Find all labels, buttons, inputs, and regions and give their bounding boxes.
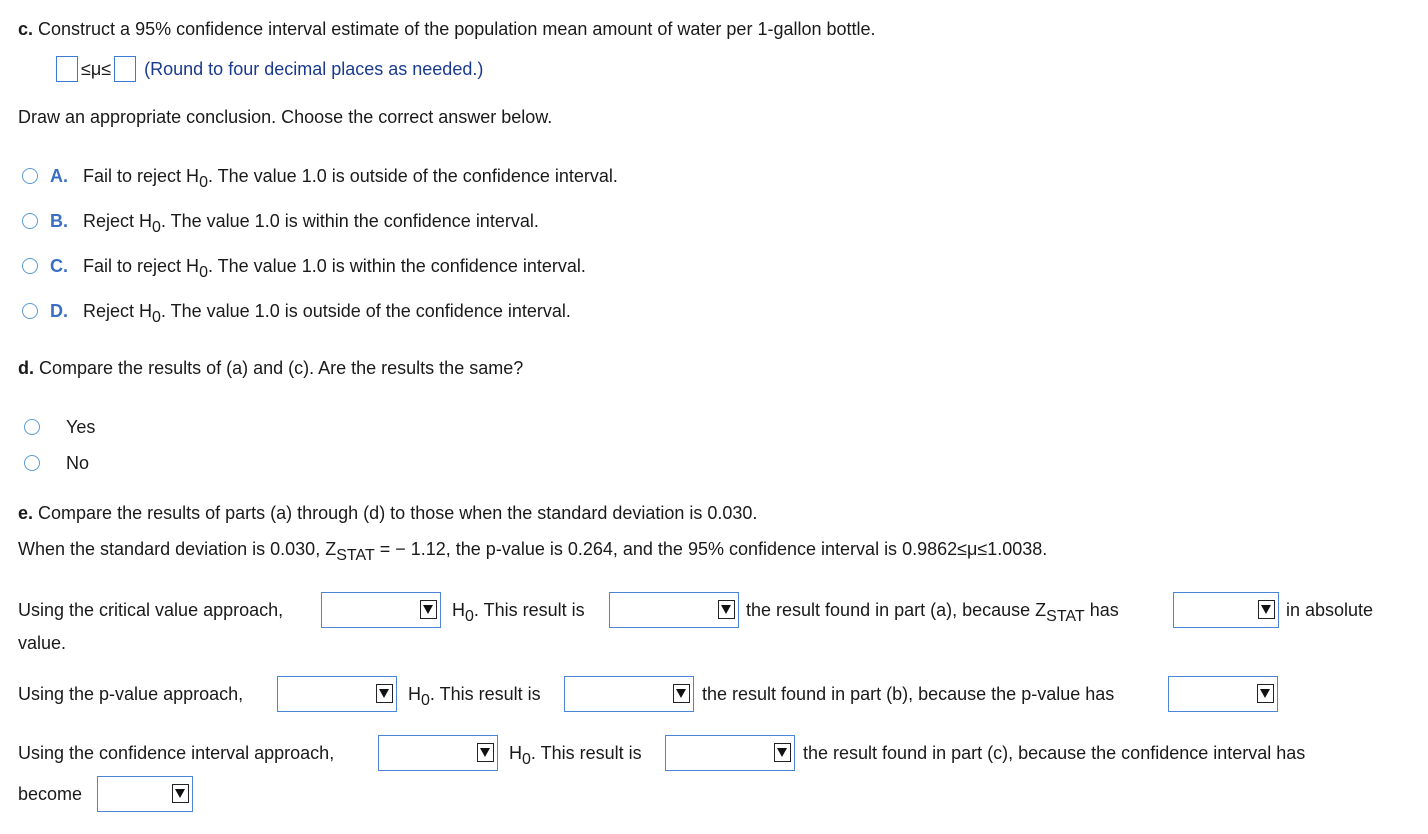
pvalue-comparison-select[interactable]	[564, 676, 694, 712]
part-e-prompt: Compare the results of parts (a) through (d) to those when the standard deviation is 0.030.	[38, 503, 758, 523]
option-a[interactable]: A. Fail to reject $H_0$. The value 1.0 is outside of the confidence interval.	[50, 166, 618, 191]
ci-change-select[interactable]	[97, 776, 193, 812]
ci-comparison-select[interactable]	[665, 735, 795, 771]
round-hint: (Round to four decimal places as needed.)	[144, 59, 484, 79]
dropdown-arrow-icon	[477, 743, 494, 762]
part-c-label: c.	[18, 19, 34, 39]
option-c[interactable]: C. Fail to reject $H_0$. The value 1.0 is within the confidence interval.	[50, 256, 586, 281]
part-d-prompt: Compare the results of (a) and (c). Are the results the same?	[39, 358, 524, 378]
dropdown-arrow-icon	[1258, 600, 1275, 619]
dropdown-arrow-icon	[1257, 684, 1274, 703]
dropdown-arrow-icon	[420, 600, 437, 619]
part-c-question	[18, 18, 876, 40]
yes-label[interactable]: Yes	[66, 417, 96, 437]
dropdown-arrow-icon	[718, 600, 735, 619]
no-radio[interactable]	[24, 455, 40, 471]
dropdown-arrow-icon	[172, 784, 189, 803]
option-d-radio[interactable]	[22, 303, 38, 319]
no-label[interactable]: No	[66, 453, 90, 473]
ci-wrap: become	[18, 784, 83, 804]
ci-h0: $H_0$. This result is	[509, 743, 642, 768]
dropdown-arrow-icon	[774, 743, 791, 762]
part-d-question	[18, 357, 523, 379]
option-a-radio[interactable]	[22, 168, 38, 184]
critical-h0: $H_0$. This result is	[452, 600, 585, 625]
critical-after: the result found in part (a), because $Z_{STAT}$ has	[746, 600, 1119, 625]
option-c-radio[interactable]	[22, 258, 38, 274]
ci-after: the result found in part (c), because the confidence interval has	[803, 743, 1306, 763]
option-d[interactable]: D. Reject $H_0$. The value 1.0 is outside of the confidence interval.	[50, 301, 571, 326]
pvalue-lead: Using the p-value approach,	[18, 684, 244, 704]
ci-lead: Using the confidence interval approach,	[18, 743, 335, 763]
conclusion-prompt: Draw an appropriate conclusion. Choose the correct answer below.	[18, 107, 553, 127]
critical-tail: in absolute	[1286, 600, 1374, 620]
ci-decision-select[interactable]	[378, 735, 498, 771]
pvalue-after: the result found in part (b), because the p-value has	[702, 684, 1115, 704]
critical-wrap: value.	[18, 633, 67, 653]
critical-change-select[interactable]	[1173, 592, 1279, 628]
critical-lead: Using the critical value approach,	[18, 600, 284, 620]
dropdown-arrow-icon	[376, 684, 393, 703]
part-c-prompt: Construct a 95% confidence interval estimate of the population mean amount of water per 1-gallon bottle.	[38, 19, 876, 39]
ci-answer-row	[56, 54, 483, 84]
part-e-question	[18, 502, 757, 524]
option-b-radio[interactable]	[22, 213, 38, 229]
dropdown-arrow-icon	[673, 684, 690, 703]
yes-radio[interactable]	[24, 419, 40, 435]
pvalue-h0: $H_0$. This result is	[408, 684, 541, 709]
pvalue-decision-select[interactable]	[277, 676, 397, 712]
part-d-label: d.	[18, 358, 34, 378]
part-e-label: e.	[18, 503, 34, 523]
interval-symbol: ≤μ≤	[81, 59, 112, 79]
critical-comparison-select[interactable]	[609, 592, 739, 628]
part-e-given: When the standard deviation is 0.030, $Z_{STAT}$ = − 1.12, the p-value is 0.264, and the 95% confidence interval is 0.9862≤μ≤1.0038.	[18, 539, 1048, 564]
critical-decision-select[interactable]	[321, 592, 441, 628]
ci-lower-input[interactable]	[56, 56, 78, 82]
ci-upper-input[interactable]	[114, 56, 136, 82]
option-b[interactable]: B. Reject $H_0$. The value 1.0 is within the confidence interval.	[50, 211, 539, 236]
pvalue-change-select[interactable]	[1168, 676, 1278, 712]
